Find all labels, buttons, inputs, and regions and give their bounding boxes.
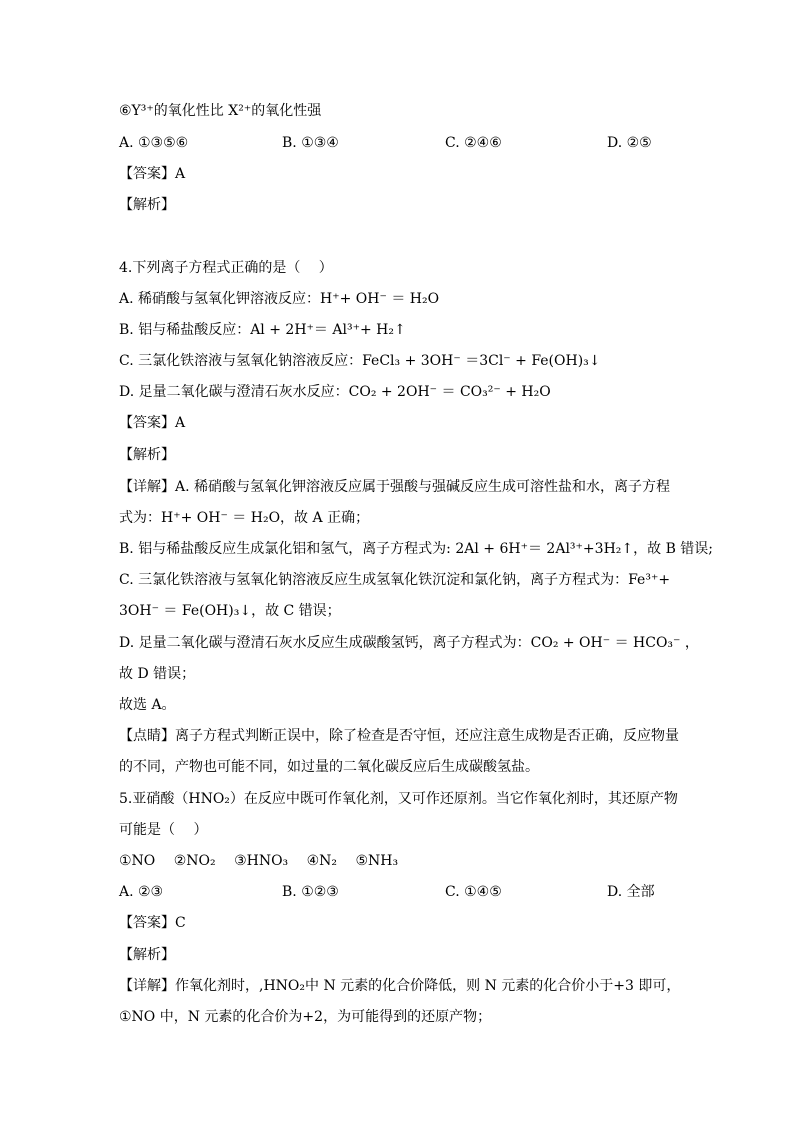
q3-analysis-label: 【解析】 [119,197,175,213]
q4-detail-line: C. 三氯化铁溶液与氢氧化钠溶液反应生成氢氧化铁沉淀和氯化钠，离子方程式为：Fe³⁺+ [119,572,671,588]
q4-detail-line: 故选 A。 [119,697,176,713]
q4-detail-line: 故 D 错误； [119,666,196,682]
q4-comment-line: 【点睛】离子方程式判断正误中，除了检查是否守恒，还应注意生成物是否正确，反应物量 [119,728,679,744]
q4-detail-line: 3OH⁻ ＝ Fe(OH)₃↓，故 C 错误； [119,603,341,619]
q4-comment-line: 的不同，产物也可能不同，如过量的二氧化碳反应后生成碳酸氢盐。 [119,759,539,775]
q4-option-c: C. 三氯化铁溶液与氢氧化钠溶液反应：FeCl₃ + 3OH⁻ ＝3Cl⁻ + Fe(OH)₃↓ [119,353,601,369]
q4-option-a: A. 稀硝酸与氢氧化钾溶液反应：H⁺+ OH⁻ ＝ H₂O [119,291,440,307]
q4-option-d: D. 足量二氧化碳与澄清石灰水反应：CO₂ + 2OH⁻ ＝ CO₃²⁻ + H₂O [119,384,551,400]
q5-option-a: A. ②③ [119,884,164,900]
q3-answer: 【答案】A [119,166,186,182]
q4-detail-line: B. 铝与稀盐酸反应生成氯化铝和氢气，离子方程式为: 2Al + 6H⁺＝ 2Al³⁺+3H₂↑，故 B 错误; [119,541,714,557]
q5-option-b: B. ①②③ [282,884,339,900]
q4-detail-line: 【详解】A. 稀硝酸与氢氧化钾溶液反应属于强酸与强碱反应生成可溶性盐和水，离子方程 [119,479,671,495]
q5-stem-line: 可能是（ ） [119,822,208,838]
q4-option-b: B. 铝与稀盐酸反应：Al + 2H⁺＝ Al³⁺+ H₂↑ [119,322,406,338]
q5-option-c: C. ①④⑤ [445,884,502,900]
q3-statement-6: ⑥Y³⁺的氧化性比 X²⁺的氧化性强 [119,103,322,119]
q4-detail-line: 式为：H⁺+ OH⁻ ＝ H₂O，故 A 正确； [119,510,370,526]
q5-detail-line: 【详解】作氧化剂时，,HNO₂中 N 元素的化合价降低，则 N 元素的化合价小于+3 即可， [119,978,681,994]
q5-detail-line: ①NO 中，N 元素的化合价为+2，为可能得到的还原产物； [119,1009,492,1025]
q5-answer: 【答案】C [119,915,186,931]
q5-stem-line: 5.亚硝酸（HNO₂）在反应中既可作氧化剂，又可作还原剂。当它作氧化剂时，其还原产物 [119,791,678,807]
q5-choices: ①NO ②NO₂ ③HNO₃ ④N₂ ⑤NH₃ [119,853,399,869]
q4-stem: 4.下列离子方程式正确的是（ ） [119,260,333,276]
q3-option-c: C. ②④⑥ [445,135,502,151]
q3-option-a: A. ①③⑤⑥ [119,135,189,151]
q4-answer: 【答案】A [119,415,186,431]
q5-analysis-label: 【解析】 [119,947,175,963]
q3-option-b: B. ①③④ [282,135,339,151]
q3-option-d: D. ②⑤ [607,135,652,151]
q4-analysis-label: 【解析】 [119,447,175,463]
q4-detail-line: D. 足量二氧化碳与澄清石灰水反应生成碳酸氢钙，离子方程式为：CO₂ + OH⁻ ＝ HCO₃⁻ ， [119,635,699,651]
q5-option-d: D. 全部 [607,884,655,900]
